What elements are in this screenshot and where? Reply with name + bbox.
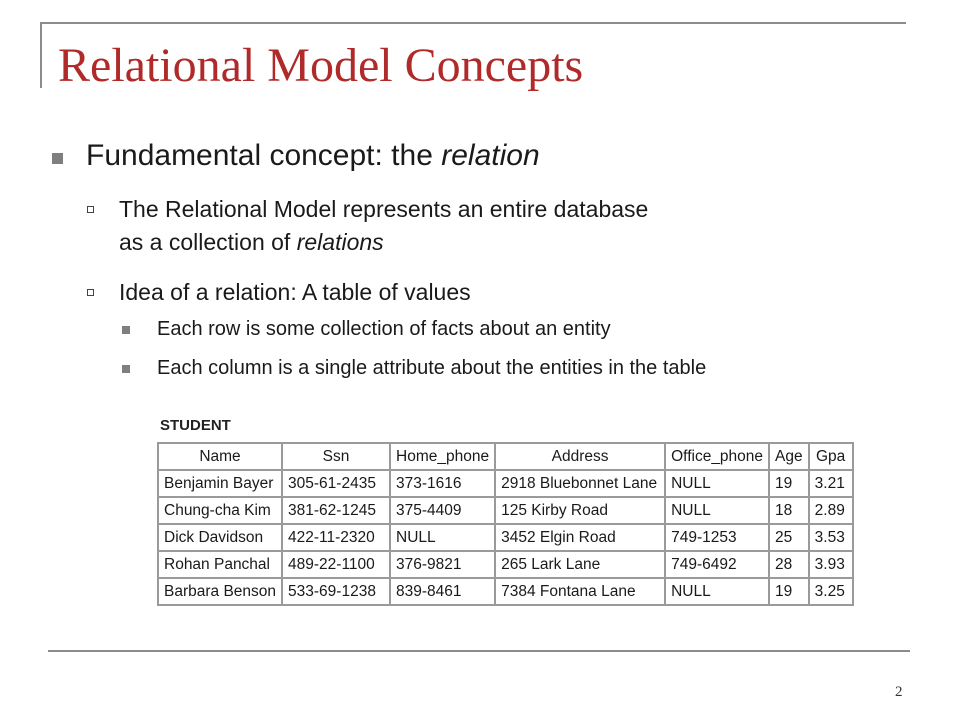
table-cell: 533-69-1238 (282, 578, 390, 605)
table-cell: 749-6492 (665, 551, 769, 578)
table-cell: 3.93 (809, 551, 853, 578)
slide-title: Relational Model Concepts (58, 39, 584, 92)
hollow-square-bullet-icon (87, 289, 94, 296)
table-cell: 19 (769, 578, 809, 605)
table-cell: 3452 Elgin Road (495, 524, 665, 551)
column-header-age: Age (769, 443, 809, 470)
table-cell: 305-61-2435 (282, 470, 390, 497)
table-cell: NULL (665, 470, 769, 497)
table-cell: 2918 Bluebonnet Lane (495, 470, 665, 497)
slide-frame-top-rule (40, 22, 906, 24)
table-cell: 3.25 (809, 578, 853, 605)
column-header-address: Address (495, 443, 665, 470)
bullet-text: Fundamental concept: the (86, 139, 442, 172)
column-header-home-phone: Home_phone (390, 443, 495, 470)
bullet-idea-of-relation: Idea of a relation: A table of values (119, 279, 471, 305)
bullet-fundamental-concept (86, 139, 540, 173)
column-header-name: Name (158, 443, 282, 470)
slide-frame-left-rule (40, 22, 42, 88)
table-cell: 381-62-1245 (282, 497, 390, 524)
column-header-ssn: Ssn (282, 443, 390, 470)
bullet-text: as a collection of (119, 229, 297, 255)
bullet-line: The Relational Model represents an entire database (119, 196, 649, 222)
table-row (158, 578, 853, 605)
footer-rule (48, 650, 910, 652)
table-cell: NULL (665, 497, 769, 524)
column-header-gpa: Gpa (809, 443, 853, 470)
table-cell: 375-4409 (390, 497, 495, 524)
table-cell: 422-11-2320 (282, 524, 390, 551)
bullet-row-facts: Each row is some collection of facts about an entity (157, 318, 611, 340)
table-cell: 3.53 (809, 524, 853, 551)
table-cell: 7384 Fontana Lane (495, 578, 665, 605)
table-cell: 749-1253 (665, 524, 769, 551)
bullet-column-attribute: Each column is a single attribute about the entities in the table (157, 357, 707, 379)
table-cell: 125 Kirby Road (495, 497, 665, 524)
page-number: 2 (895, 684, 903, 700)
table-cell: Barbara Benson (158, 578, 282, 605)
table-cell: NULL (665, 578, 769, 605)
table-cell: 2.89 (809, 497, 853, 524)
hollow-square-bullet-icon (87, 206, 94, 213)
square-bullet-icon (52, 153, 63, 164)
bullet-line (119, 226, 648, 259)
table-row (158, 524, 853, 551)
table-cell: Chung-cha Kim (158, 497, 282, 524)
table-header-row (158, 443, 853, 470)
student-table (157, 442, 854, 606)
table-cell: NULL (390, 524, 495, 551)
table-cell: 18 (769, 497, 809, 524)
table-row (158, 497, 853, 524)
table-row (158, 551, 853, 578)
square-bullet-icon (122, 365, 130, 373)
bullet-relational-model (119, 193, 648, 259)
bullet-emphasis: relations (296, 229, 384, 255)
table-cell: 3.21 (809, 470, 853, 497)
table-row (158, 470, 853, 497)
table-cell: Rohan Panchal (158, 551, 282, 578)
square-bullet-icon (122, 326, 130, 334)
table-cell: 265 Lark Lane (495, 551, 665, 578)
table-cell: 489-22-1100 (282, 551, 390, 578)
table-cell: 28 (769, 551, 809, 578)
table-cell: 25 (769, 524, 809, 551)
column-header-office-phone: Office_phone (665, 443, 769, 470)
table-cell: Benjamin Bayer (158, 470, 282, 497)
table-cell: 839-8461 (390, 578, 495, 605)
table-cell: 19 (769, 470, 809, 497)
table-caption: STUDENT (160, 417, 231, 434)
bullet-emphasis: relation (441, 139, 540, 172)
table-cell: 376-9821 (390, 551, 495, 578)
table-cell: Dick Davidson (158, 524, 282, 551)
table-cell: 373-1616 (390, 470, 495, 497)
